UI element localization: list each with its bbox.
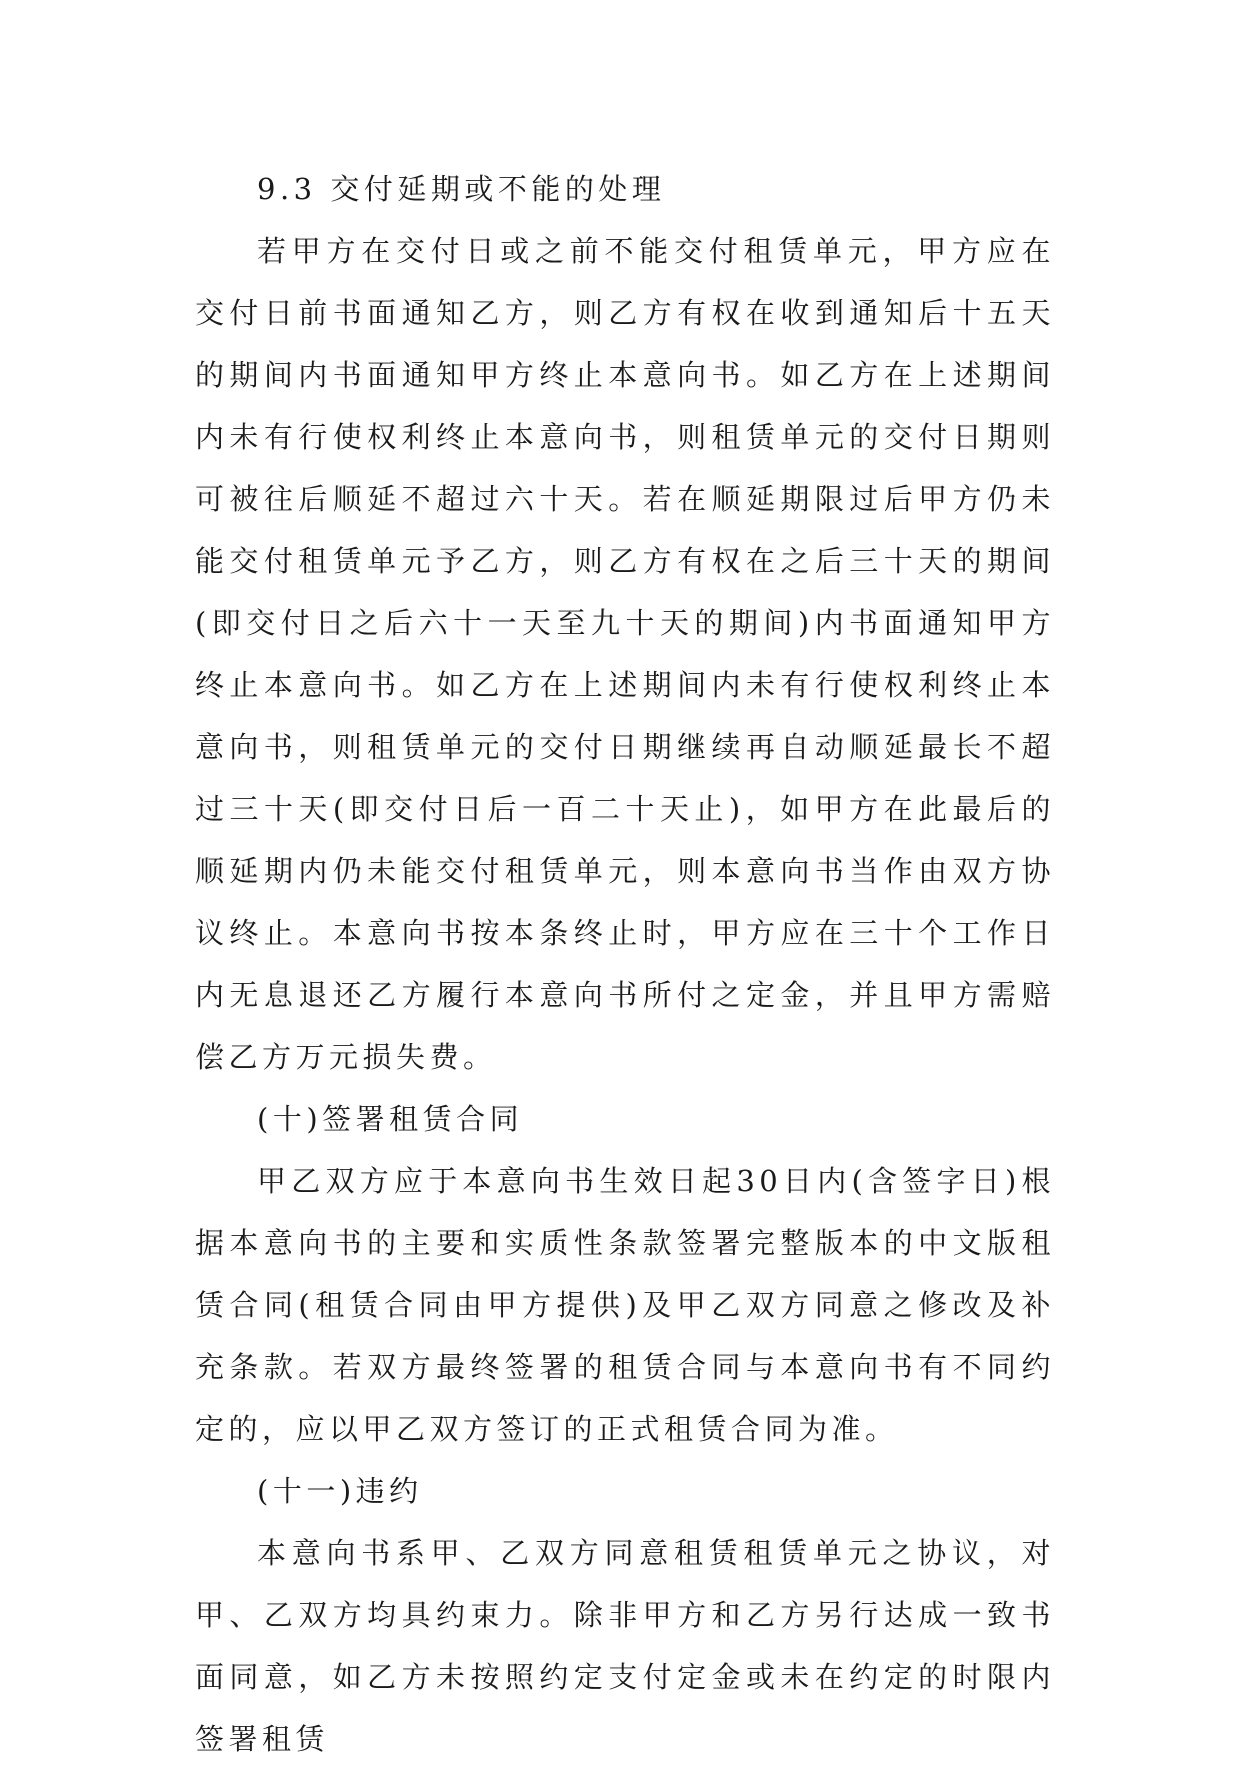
section-heading-10: (十)签署租赁合同 [257, 1102, 524, 1136]
section-heading-9-3: 9.3 交付延期或不能的处理 [257, 172, 666, 206]
document-body [195, 158, 1055, 1770]
paragraph-delivery-delay: 若甲方在交付日或之前不能交付租赁单元，甲方应在交付日前书面通知乙方，则乙方有权在收到通知后十五天的期间内书面通知甲方终止本意向书。如乙方在上述期间内未有行使权利终止本意向书，则租赁单元的交付日期则可被往后顺延不超过六十天。若在顺延期限过后甲方仍未能交付租赁单元予乙方，则乙方有权在之后三十天的期间(即交付日之后六十一天至九十天的期间)内书面通知甲方终止本意向书。如乙方在上述期间内未有行使权利终止本意向书，则租赁单元的交付日期继续再自动顺延最长不超过三十天(即交付日后一百二十天止)，如甲方在此最后的顺延期内仍未能交付租赁单元，则本意向书当作由双方协议终止。本意向书按本条终止时，甲方应在三十个工作日内无息退还乙方履行本意向书所付之定金，并且甲方需赔偿乙方万元损失费。 [195, 234, 1055, 1074]
paragraph-breach: 本意向书系甲、乙双方同意租赁租赁单元之协议，对甲、乙双方均具约束力。除非甲方和乙方另行达成一致书面同意，如乙方未按照约定支付定金或未在约定的时限内签署租赁 [195, 1536, 1055, 1756]
section-heading-11: (十一)违约 [257, 1474, 423, 1508]
paragraph-sign-lease: 甲乙双方应于本意向书生效日起30日内(含签字日)根据本意向书的主要和实质性条款签署完整版本的中文版租赁合同(租赁合同由甲方提供)及甲乙双方同意之修改及补充条款。若双方最终签署的租赁合同与本意向书有不同约定的，应以甲乙双方签订的正式租赁合同为准。 [195, 1164, 1055, 1446]
